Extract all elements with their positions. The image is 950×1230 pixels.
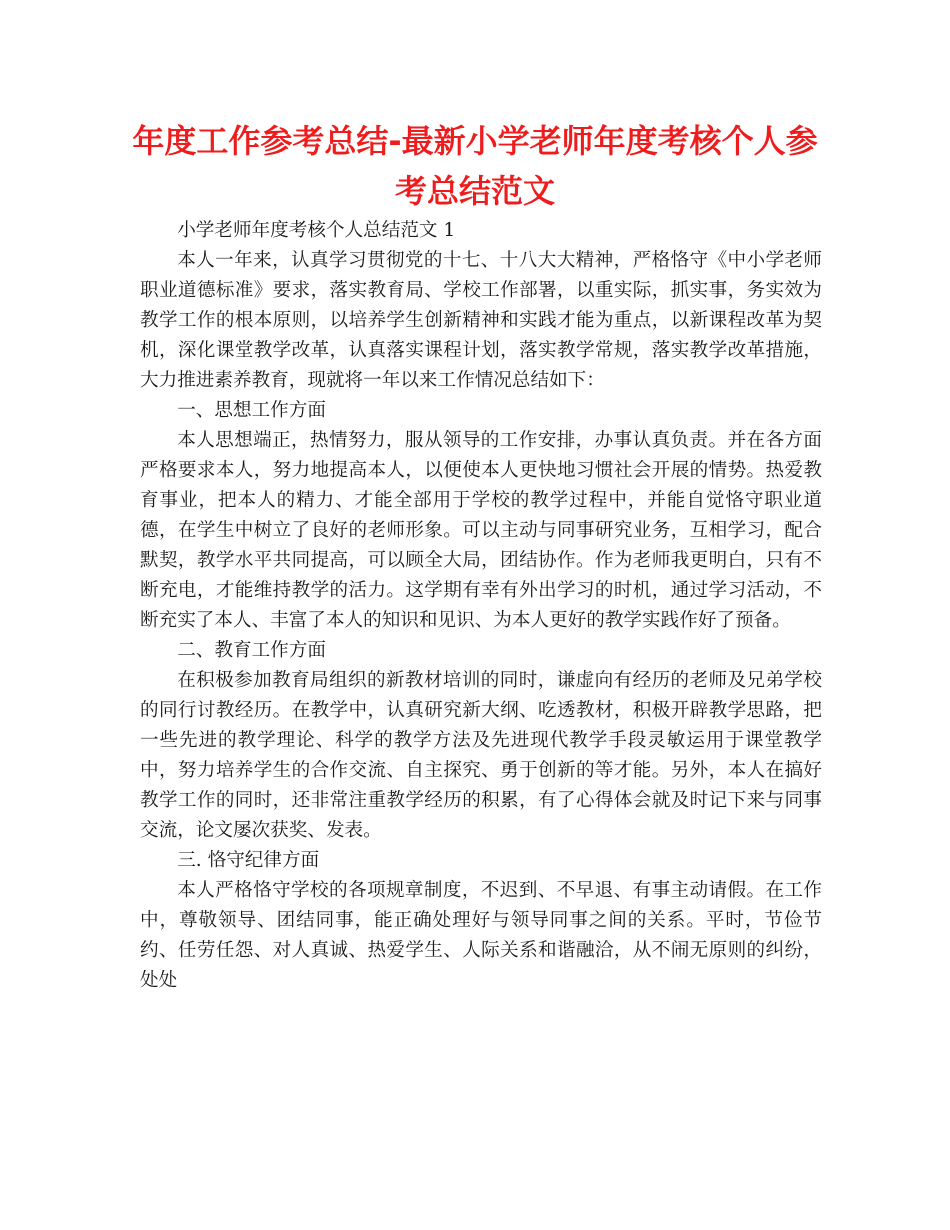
document-title: 年度工作参考总结-最新小学老师年度考核个人参考总结范文: [132, 122, 818, 210]
section-body-thought: 本人思想端正，热情努力，服从领导的工作安排，办事认真负责。并在各方面严格要求本人，努力地提高本人，以便使本人更快地习惯社会开展的情势。热爱教育事业，把本人的精力、才能全部用于学校的教学过程中，并能自觉恪守职业道德，在学生中树立了良好的老师形象。可以主动与同事研究业务，互相学习，配合默契，教学水平共同提高，可以顾全大局，团结协作。作为老师我更明白，只有不断充电，才能维持教学的活力。这学期有幸有外出学习的时机，通过学习活动，不断充实了本人、丰富了本人的知识和见识、为本人更好的教学实践作好了预备。: [140, 430, 822, 631]
section-heading-thought: 一、思想工作方面: [177, 400, 326, 421]
section-body-discipline: 本人严格恪守学校的各项规章制度，不迟到、不早退、有事主动请假。在工作中，尊敬领导、团结同事，能正确处理好与领导同事之间的关系。平时，节俭节约、任劳任怨、对人真诚、热爱学生、人际关系和谐融洽，从不闹无原则的纠纷，处处: [140, 880, 822, 991]
intro-paragraph: 本人一年来，认真学习贯彻党的十七、十八大大精神，严格恪守《中小学老师职业道德标准》要求，落实教育局、学校工作部署，以重实际，抓实事，务实效为教学工作的根本原则，以培养学生创新精神和实践才能为重点，以新课程改革为契机，深化课堂教学改革，认真落实课程计划，落实教学常规，落实教学改革措施，大力推进素养教育，现就将一年以来工作情况总结如下：: [140, 250, 822, 391]
section-body-education: 在积极参加教育局组织的新教材培训的同时，谦虚向有经历的老师及兄弟学校的同行讨教经历。在教学中，认真研究新大纲、吃透教材，积极开辟教学思路，把一些先进的教学理论、科学的教学方法及先进现代教学手段灵敏运用于课堂教学中，努力培养学生的合作交流、自主探究、勇于创新的等才能。另外，本人在搞好教学工作的同时，还非常注重教学经历的积累，有了心得体会就及时记下来与同事交流，论文屡次获奖、发表。: [140, 670, 822, 841]
document-subtitle: 小学老师年度考核个人总结范文 1: [177, 220, 456, 241]
section-heading-education: 二、教育工作方面: [177, 640, 326, 661]
section-heading-discipline: 三. 恪守纪律方面: [177, 850, 320, 871]
document-body: [140, 216, 822, 996]
